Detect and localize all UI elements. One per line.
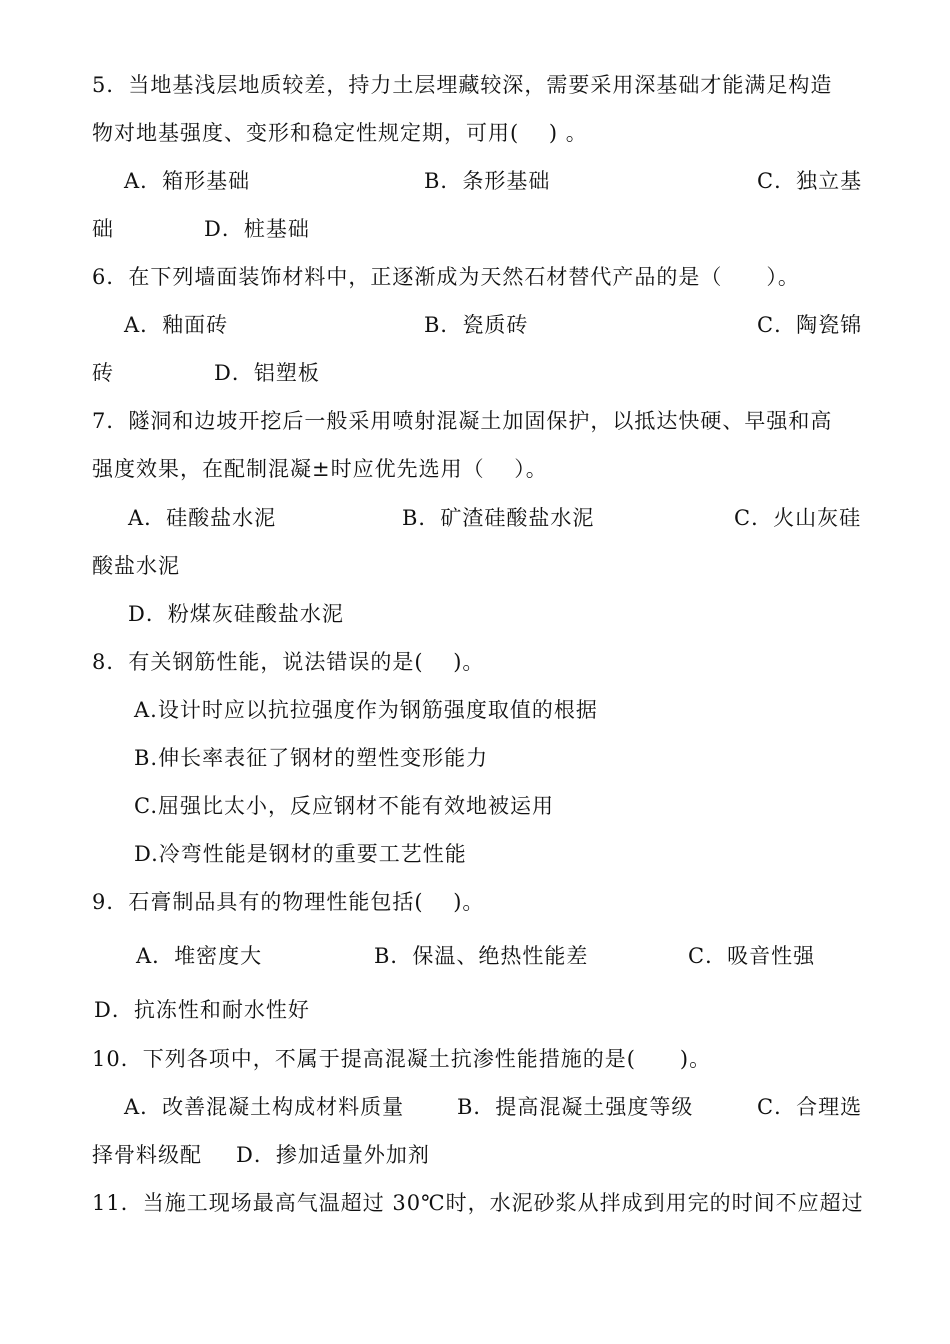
q5-option-d: D．桩基础 — [204, 217, 310, 241]
q6-option-c: C．陶瓷锦 — [757, 313, 863, 337]
q5-option-c: C．独立基 — [757, 169, 863, 193]
q8-option-d: D.冷弯性能是钢材的重要工艺性能 — [134, 842, 467, 866]
q9-option-d: D．抗冻性和耐水性好 — [94, 998, 310, 1022]
q9-options-row — [0, 941, 950, 971]
q8-stem-line1: 8．有关钢筋性能，说法错误的是( )。 — [92, 650, 485, 674]
q5-stem-line2: 物对地基强度、变形和稳定性规定期，可用( ) 。 — [92, 121, 588, 145]
q8-option-a: A.设计时应以抗拉强度作为钢筋强度取值的根据 — [134, 698, 598, 722]
q7-option-a: A．硅酸盐水泥 — [128, 506, 277, 530]
q9-option-a: A．堆密度大 — [136, 944, 263, 968]
q10-options-row2 — [0, 1140, 950, 1170]
q6-stem-line1: 6．在下列墙面装饰材料中，正逐渐成为天然石材替代产品的是（ ）。 — [92, 265, 800, 289]
q10-option-d: D．掺加适量外加剂 — [236, 1143, 430, 1167]
q5-option-c-cont: 础 — [92, 217, 114, 241]
q5-options-row — [0, 166, 950, 196]
q6-option-a: A．釉面砖 — [124, 313, 229, 337]
q10-stem-line1: 10．下列各项中，不属于提高混凝土抗渗性能措施的是( )。 — [92, 1047, 712, 1071]
q10-option-c-cont: 择骨料级配 — [92, 1143, 202, 1167]
q5-stem-line1: 5．当地基浅层地质较差，持力土层埋藏较深，需要采用深基础才能满足构造 — [92, 73, 833, 97]
q7-stem-line2: 强度效果，在配制混凝±时应优先选用（ ）。 — [92, 457, 548, 481]
q10-option-b: B．提高混凝土强度等级 — [457, 1095, 694, 1119]
q6-option-c-cont: 砖 — [92, 361, 114, 385]
q8-option-c: C.屈强比太小，反应钢材不能有效地被运用 — [134, 794, 554, 818]
q10-option-a: A．改善混凝土构成材料质量 — [124, 1095, 405, 1119]
q7-option-c-cont: 酸盐水泥 — [92, 554, 180, 578]
q7-option-b: B．矿渣硅酸盐水泥 — [402, 506, 595, 530]
q6-options-row — [0, 310, 950, 340]
q5-options-row2 — [0, 214, 950, 244]
q8-option-b: B.伸长率表征了钢材的塑性变形能力 — [134, 746, 489, 770]
q9-stem-line1: 9．石膏制品具有的物理性能包括( )。 — [92, 890, 485, 914]
q6-option-d: D．铝塑板 — [214, 361, 320, 385]
q10-options-row — [0, 1092, 950, 1122]
q10-option-c: C．合理选 — [757, 1095, 863, 1119]
q5-option-b: B．条形基础 — [424, 169, 551, 193]
q7-option-c: C．火山灰硅 — [734, 506, 862, 530]
q6-option-b: B．瓷质砖 — [424, 313, 529, 337]
q7-option-d: D．粉煤灰硅酸盐水泥 — [128, 602, 344, 626]
q6-options-row2 — [0, 358, 950, 388]
q9-option-c: C．吸音性强 — [688, 944, 816, 968]
q7-stem-line1: 7．隧洞和边坡开挖后一般采用喷射混凝土加固保护，以抵达快硬、早强和高 — [92, 409, 833, 433]
q11-stem-line1: 11．当施工现场最高气温超过 30℃时，水泥砂浆从拌成到用完的时间不应超过 — [92, 1191, 864, 1215]
q5-option-a: A．箱形基础 — [124, 169, 251, 193]
q7-options-row — [0, 503, 950, 533]
q9-option-b: B．保温、绝热性能差 — [374, 944, 589, 968]
